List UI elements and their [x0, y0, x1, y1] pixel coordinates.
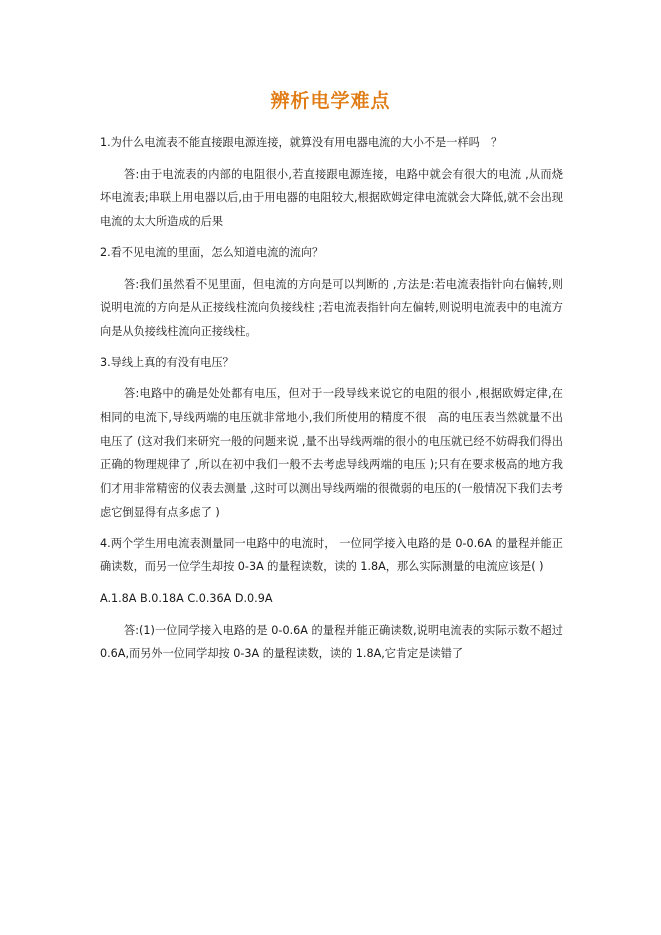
question-1: 1.为什么电流表不能直接跟电源连接，就算没有用电器电流的大小不是一样吗 ？	[100, 136, 503, 149]
answer-2: 答:我们虽然看不见里面，但电流的方向是可以判断的 ,方法是:若电流表指针向右偏转,则说明电流的方向是从正接线柱流向负接线柱 ;若电流表指针向左偏转,则说明电流表中的电流方向是从负接线柱流向正接线柱。	[100, 277, 563, 338]
answer-3: 答:电路中的确是处处都有电压，但对于一段导线来说它的电阻的很小 ,根据欧姆定律,在相同的电流下,导线两端的电压就非常地小,我们所使用的精度不很 高的电压表当然就量不出电压了 (这对我们来研究一般的问题来说 ,量不出导线两端的很小的电压就已经不妨碍我们得出正确的物理规律了 ,所以在初中我们一般不去考虑导线两端的电压 );只有在要求极高的地方我们才用非常精密的仪表去测量 ,这时可以测出导线两端的很微弱的电压的(一般情况下我们去考虑它倒显得有点多虑了 )	[100, 387, 563, 519]
answer-4: 答:(1)一位同学接入电路的是 0-0.6A 的量程并能正确读数,说明电流表的实际示数不超过 0.6A,而另外一位同学却按 0-3A 的量程读数，读的 1.8A,它肯定是读错了	[100, 623, 563, 661]
document-body	[100, 131, 563, 673]
question-4: 4.两个学生用电流表测量同一电路中的电流时， 一位同学接入电路的是 0-0.6A 的量程并能正确读数，而另一位学生却按 0-3A 的量程读数，读的 1.8A，那么实际测量的电流应该是( )	[100, 536, 563, 574]
question-2: 2.看不见电流的里面，怎么知道电流的流向？	[100, 245, 324, 259]
question-4-options: A.1.8A B.0.18A C.0.36A D.0.9A	[100, 591, 273, 605]
answer-1: 答:由于电流表的内部的电阻很小,若直接跟电源连接，电路中就会有很大的电流 ,从而烧坏电流表;串联上用电器以后,由于用电器的电阻较大,根据欧姆定律电流就会大降低,就不会出现电流的太大所造成的后果	[100, 167, 563, 229]
question-3: 3.导线上真的有没有电压？	[100, 355, 234, 369]
document-title: 辨析电学难点	[270, 90, 391, 112]
